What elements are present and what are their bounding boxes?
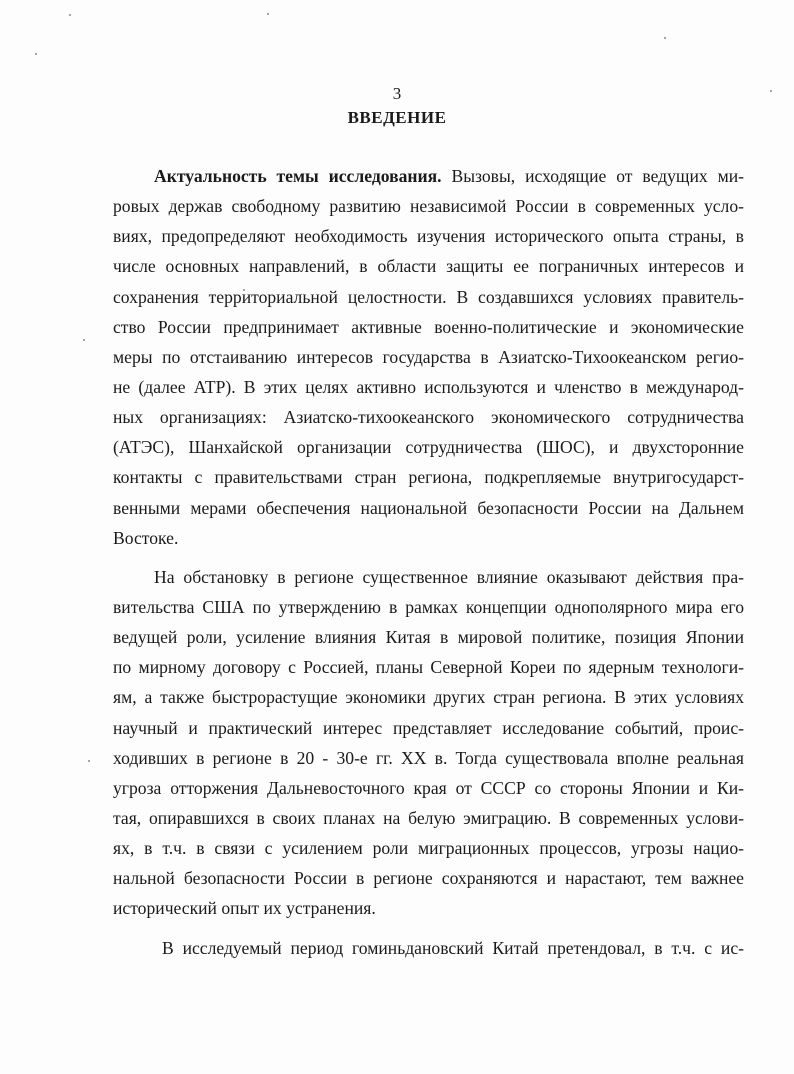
scan-speck: [664, 37, 666, 39]
text-line: (АТЭС), Шанхайской организации сотрудничества (ШОС), и двухсторонние: [113, 437, 744, 458]
text-line: меры по отстаиванию интересов государства в Азиатско-Тихоокеанском регио-: [113, 346, 744, 367]
scan-speck: [69, 14, 71, 16]
text-line: не (далее АТР). В этих целях активно используются и членство в международ-: [113, 376, 744, 397]
text-line: На обстановку в регионе существенное влияние оказывают действия пра-: [154, 566, 744, 587]
text-line: ходивших в регионе в 20 - 30-е гг. XX в. Тогда существовала вполне реальная: [113, 747, 744, 768]
scan-speck: [83, 339, 85, 341]
text-line: венными мерами обеспечения национальной безопасности России на Дальнем: [113, 497, 744, 518]
text-line: сохранения территориальной целостности. В создавшихся условиях правитель-: [113, 286, 744, 307]
page-number: 3: [392, 84, 402, 103]
scan-speck: [35, 53, 37, 55]
text-line: виях, предопределяют необходимость изучения исторического опыта страны, в: [113, 226, 744, 247]
text-line: по мирному договору с Россией, планы Северной Кореи по ядерным технологи-: [113, 657, 744, 678]
text-line: Востоке.: [113, 527, 179, 548]
text-line: угроза отторжения Дальневосточного края от СССР со стороны Японии и Ки-: [113, 777, 744, 798]
scan-speck: [267, 13, 269, 15]
text-line: ведущей роли, усиление влияния Китая в мировой политике, позиция Японии: [113, 627, 744, 648]
scan-speck: [88, 760, 90, 762]
text-line: Актуальность темы исследования. Вызовы, исходящие от ведущих ми-: [154, 166, 744, 186]
text-line: тая, опиравшихся в своих планах на белую эмиграцию. В современных услови-: [113, 807, 744, 828]
text-line: В исследуемый период гоминьдановский Китай претендовал, в т.ч. с ис-: [162, 937, 744, 958]
text-line: ям, а также быстрорастущие экономики других стран региона. В этих условиях: [113, 687, 744, 708]
text-line: ровых держав свободному развитию независимой России в современных усло-: [113, 196, 744, 217]
text-line: ных организациях: Азиатско-тихоокеанского экономического сотрудничества: [113, 407, 744, 428]
body-text: [113, 161, 744, 963]
text-line: вительства США по утверждению в рамках концепции однополярного мира его: [113, 596, 744, 617]
text-line: исторический опыт их устранения.: [113, 898, 376, 919]
text-line: контакты с правительствами стран региона, подкрепляемые внутригосударст-: [113, 467, 744, 488]
text-line: научный и практический интерес представляет исследование событий, проис-: [113, 717, 744, 738]
section-heading: ВВЕДЕНИЕ: [347, 108, 447, 127]
text-line: нальной безопасности России в регионе сохраняются и нарастают, тем важнее: [113, 868, 744, 889]
text-line: ях, в т.ч. в связи с усилением роли миграционных процессов, угрозы нацио-: [113, 838, 744, 859]
text-line: ство России предпринимает активные военно-политические и экономические: [113, 316, 744, 337]
text-line: числе основных направлений, в области защиты ее пограничных интересов и: [113, 256, 744, 277]
bold-lead: Актуальность темы исследования.: [154, 166, 442, 186]
